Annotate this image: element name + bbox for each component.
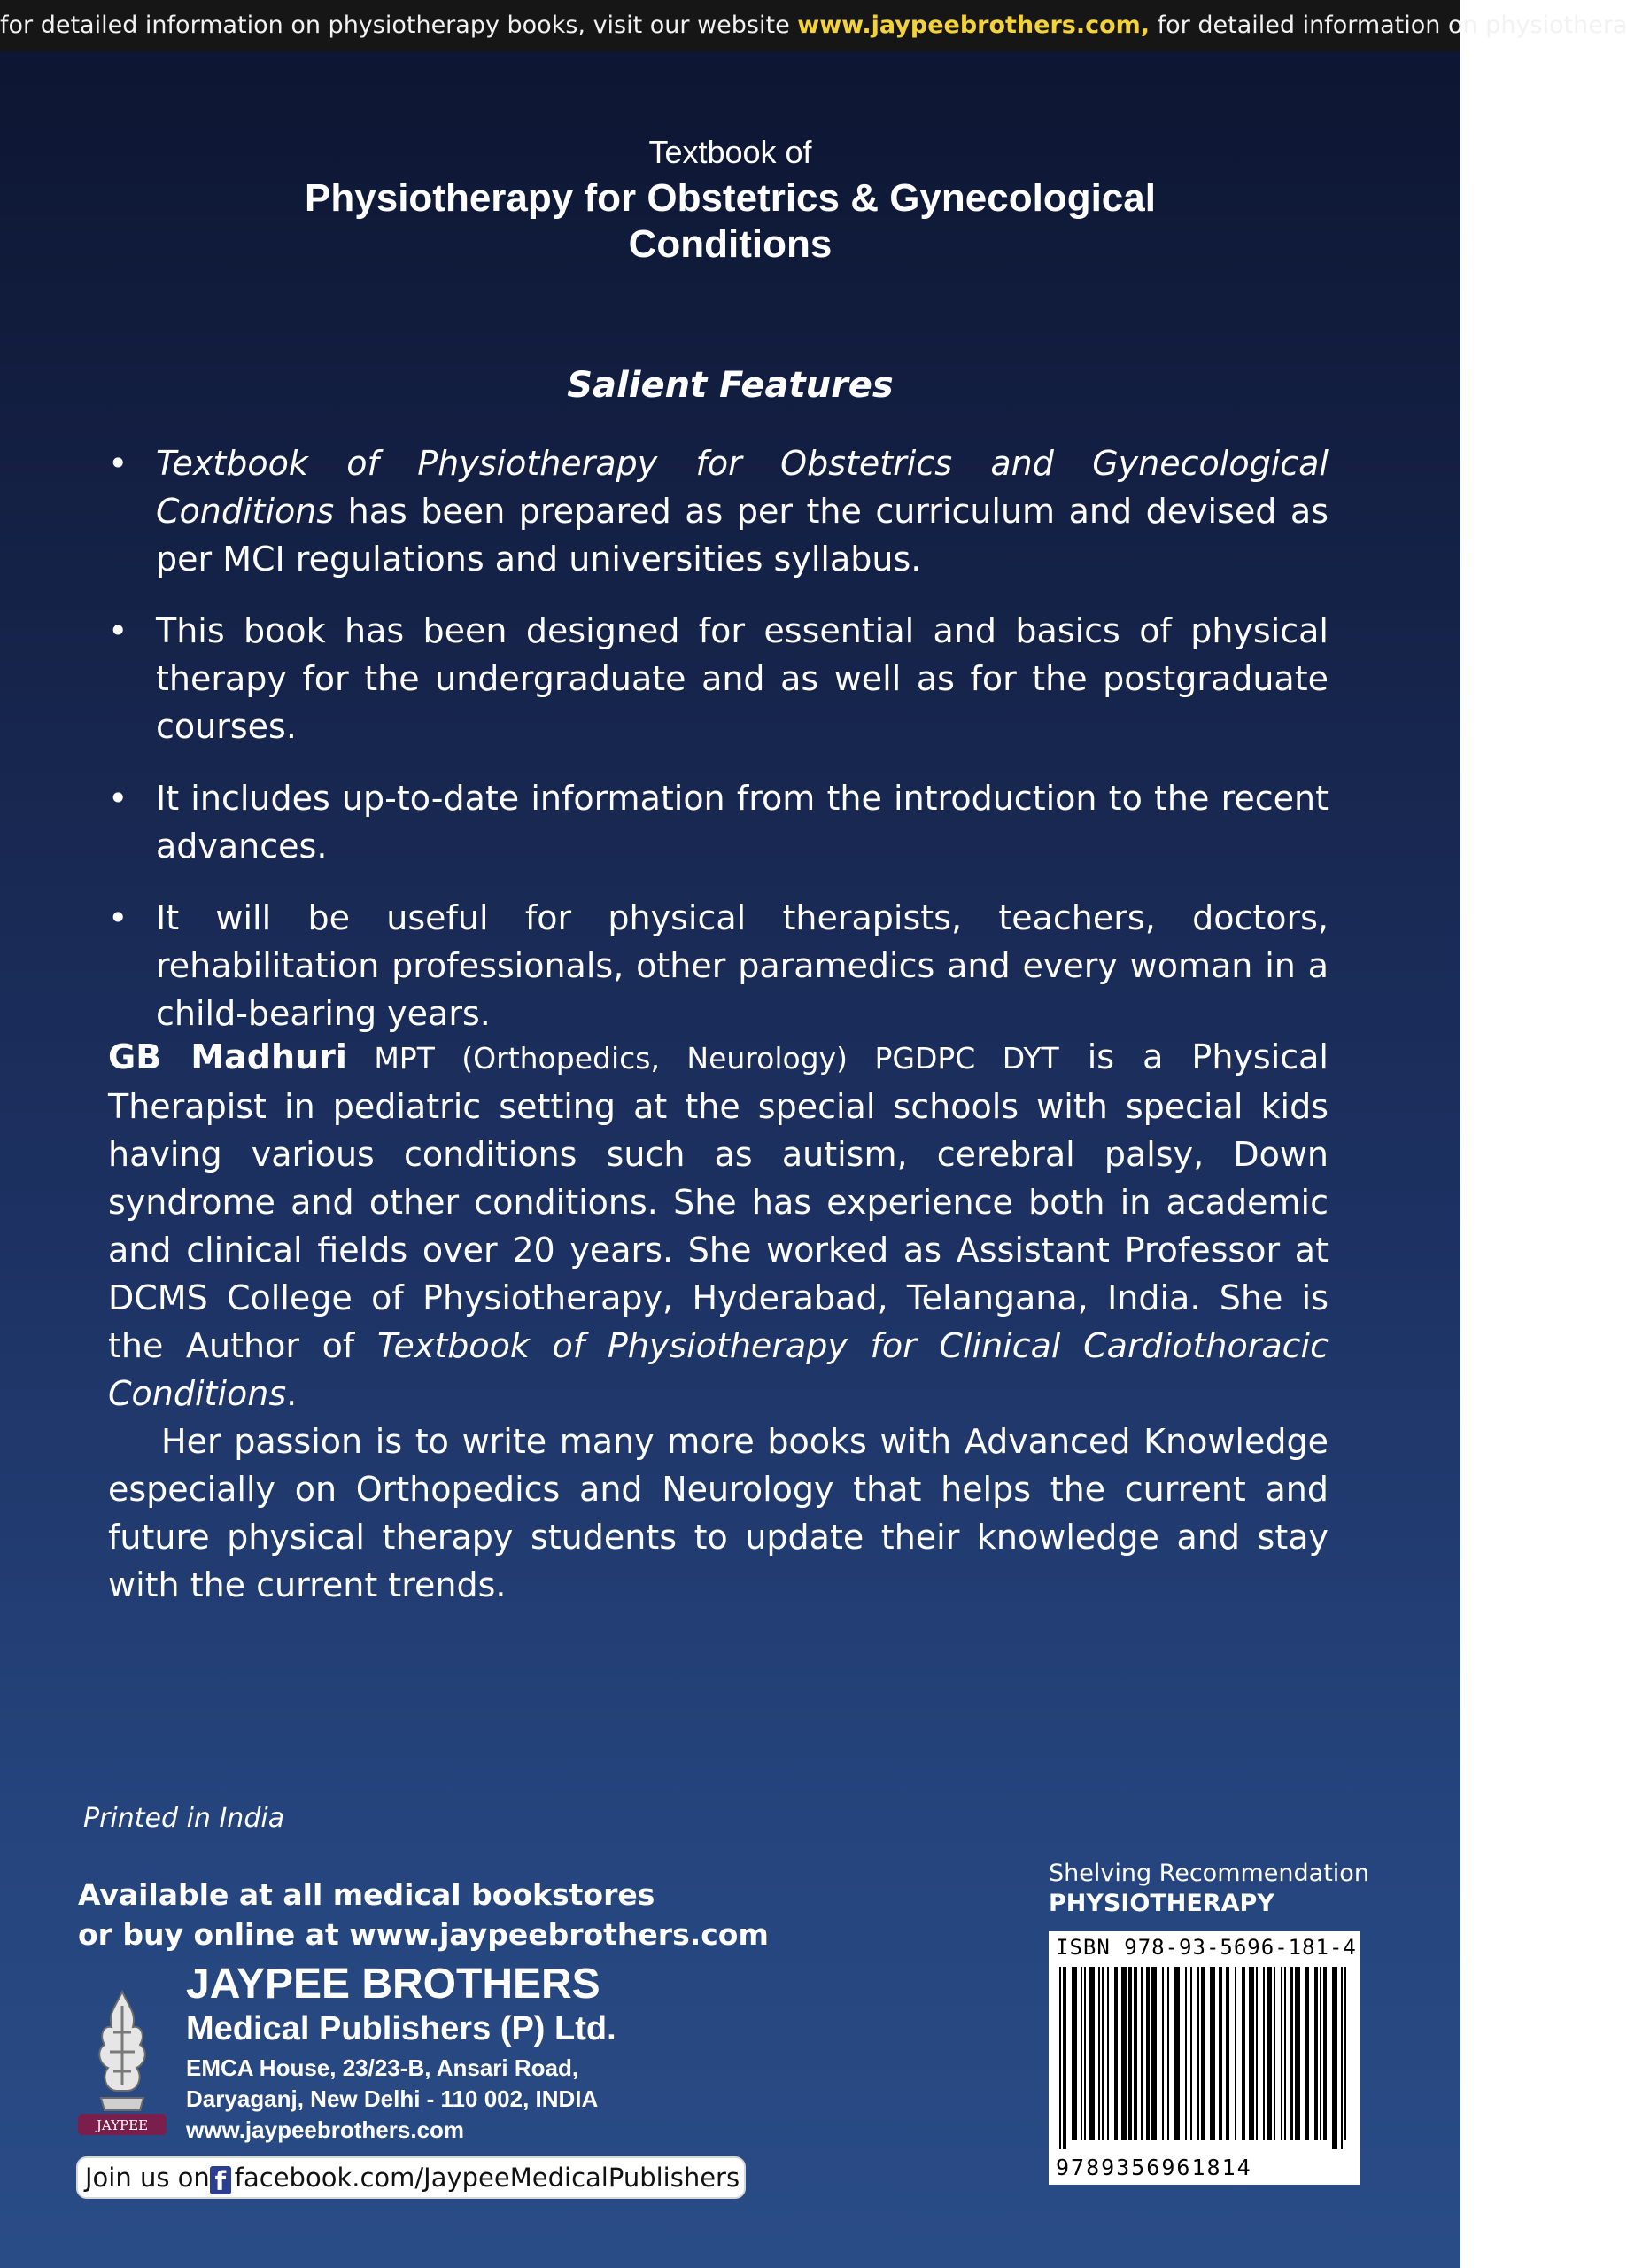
feature-item: [108, 774, 1329, 870]
barcode-bar: [1089, 1967, 1095, 2140]
facebook-lead-text: Join us on: [85, 2163, 210, 2193]
feature-text: This book has been designed for essential and basics of physical therapy for the undergraduate and as well as for the postgraduate courses.: [156, 611, 1329, 746]
barcode-bar: [1249, 1967, 1254, 2140]
barcode-bar: [1281, 1967, 1282, 2140]
publisher-name: JAYPEE BROTHERS: [186, 1961, 600, 2008]
isbn-barcode: [1049, 1931, 1360, 2185]
availability-online-line: or buy online at www.jaypeebrothers.com: [78, 1917, 769, 1952]
barcode-bar: [1197, 1967, 1199, 2140]
barcode-bar: [1084, 1967, 1086, 2140]
bio-end: .: [286, 1374, 298, 1413]
barcode-bar: [1102, 1967, 1104, 2140]
shelving-category: PHYSIOTHERAPY: [1049, 1890, 1274, 1917]
barcode-bar: [1081, 1967, 1082, 2140]
barcode-bar: [1284, 1967, 1286, 2140]
barcode-bar: [1190, 1967, 1192, 2140]
barcode-bar: [1235, 1967, 1236, 2140]
shelving-label: Shelving Recommendation: [1049, 1860, 1369, 1887]
feature-text: has been prepared as per the curriculum and devised as per MCI regulations and universities syllabus.: [156, 492, 1329, 579]
feature-item: [108, 439, 1329, 583]
barcode-bar: [1167, 1967, 1169, 2140]
publisher-info: [186, 1961, 616, 2146]
jaypee-logo: [74, 1988, 170, 2137]
barcode-bar: [1263, 1967, 1265, 2140]
barcode-bar: [1146, 1967, 1150, 2140]
barcode-bar: [1098, 1967, 1100, 2140]
barcode-bar: [1323, 1967, 1327, 2140]
barcode-bar: [1141, 1967, 1143, 2140]
isbn-number: ISBN 978-93-5696-181-4: [1056, 1935, 1357, 1960]
barcode-bar: [1256, 1967, 1258, 2140]
barcode-bar: [1320, 1967, 1321, 2140]
barcode-bar: [1151, 1967, 1157, 2140]
title-prefix: Textbook of: [648, 134, 812, 170]
barcode-bar: [1219, 1967, 1222, 2140]
barcode-digits: 9789356961814: [1056, 2155, 1252, 2180]
barcode-bar: [1290, 1967, 1293, 2140]
barcode-bar: [1114, 1967, 1118, 2140]
barcode-bar: [1107, 1967, 1109, 2140]
barcode-bar: [1341, 1967, 1343, 2149]
book-title-block: [0, 131, 1460, 268]
barcode-bar: [1274, 1967, 1275, 2140]
availability-info: [78, 1875, 769, 1954]
barcode-bar: [1332, 1967, 1337, 2149]
bullet-icon: •: [108, 898, 128, 937]
barcode-bar: [1201, 1967, 1205, 2140]
about-author: [108, 1033, 1329, 1609]
printed-in-label: Printed in India: [83, 1803, 285, 1834]
strip-lead-text: for detailed information on physiotherapy books, visit our website: [0, 12, 798, 39]
address-line: Daryaganj, New Delhi - 110 002, INDIA: [186, 2085, 599, 2112]
barcode-bar: [1128, 1967, 1132, 2140]
barcode-bar: [1295, 1967, 1300, 2140]
facebook-link[interactable]: [76, 2156, 746, 2199]
bullet-icon: •: [108, 611, 128, 650]
logo-text: JAYPEE: [96, 2117, 149, 2133]
barcode-bar: [1185, 1967, 1187, 2140]
publisher-subtitle: Medical Publishers (P) Ltd.: [186, 2010, 616, 2047]
barcode-bar: [1344, 1967, 1346, 2140]
barcode-bar: [1210, 1967, 1215, 2140]
facebook-icon: f: [210, 2166, 231, 2194]
other-book-title: Textbook of Physiotherapy for Clinical Cardiothoracic Conditions: [108, 1326, 1329, 1413]
strip-website-link[interactable]: www.jaypeebrothers.com,: [797, 12, 1151, 39]
barcode-bars: [1059, 1967, 1350, 2149]
facebook-url[interactable]: facebook.com/JaypeeMedicalPublishers: [234, 2163, 740, 2193]
top-info-strip: [0, 0, 1627, 51]
feature-text: It includes up-to-date information from the introduction to the recent advances.: [156, 779, 1329, 866]
barcode-bar: [1063, 1967, 1066, 2149]
barcode-bar: [1174, 1967, 1180, 2140]
barcode-bar: [1305, 1967, 1309, 2140]
bullet-icon: •: [108, 779, 128, 818]
feature-text: It will be useful for physical therapists, teachers, doctors, rehabilitation professionals, other paramedics and every woman in a child-bearing years.: [156, 898, 1329, 1033]
publisher-address: [186, 2053, 616, 2146]
salient-features-heading: Salient Features: [567, 365, 894, 406]
barcode-bar: [1162, 1967, 1164, 2140]
author-passion-paragraph: Her passion is to write many more books with Advanced Knowledge especially on Orthopedics and Neurology that helps the current and future physical therapy students to update their knowledge and stay with the current trends.: [108, 1422, 1329, 1604]
author-qualifications: MPT (Orthopedics, Neurology) PGDPC DYT: [346, 1041, 1059, 1076]
strip-tail-text: for detailed information on physiothera: [1150, 12, 1627, 39]
barcode-bar: [1134, 1967, 1137, 2140]
availability-line: Available at all medical bookstores: [78, 1877, 655, 1912]
barcode-bar: [1072, 1967, 1077, 2140]
author-bio-paragraph: [108, 1033, 1329, 1418]
barcode-bar: [1314, 1967, 1318, 2140]
author-bio: is a Physical Therapist in pediatric setting at the special schools with special kids having various conditions such as autism, cerebral palsy, Down syndrome and other conditions. She has experience both in academic and clinical fields over 20 years. She worked as Assistant Professor at DCMS College of Physiotherapy, Hyderabad, Telangana, India. She is the Author of: [108, 1037, 1329, 1365]
author-name: GB Madhuri: [108, 1037, 347, 1076]
features-list: [108, 439, 1329, 1061]
barcode-bar: [1226, 1967, 1229, 2140]
barcode-bar: [1242, 1967, 1245, 2140]
feature-italic-text: Textbook of Physiotherapy for Obstetrics and Gynecological Conditions: [156, 444, 1329, 531]
bullet-icon: •: [108, 444, 128, 483]
book-title: Physiotherapy for Obstetrics & Gynecological Conditions: [305, 176, 1156, 266]
feature-item: [108, 894, 1329, 1037]
address-line: EMCA House, 23/23-B, Ansari Road,: [186, 2054, 579, 2081]
feature-item: [108, 607, 1329, 750]
barcode-bar: [1059, 1967, 1061, 2149]
publisher-website-link[interactable]: www.jaypeebrothers.com: [186, 2117, 465, 2143]
shelving-recommendation: [1049, 1859, 1369, 1919]
barcode-bar: [1267, 1967, 1272, 2140]
barcode-bar: [1121, 1967, 1127, 2140]
